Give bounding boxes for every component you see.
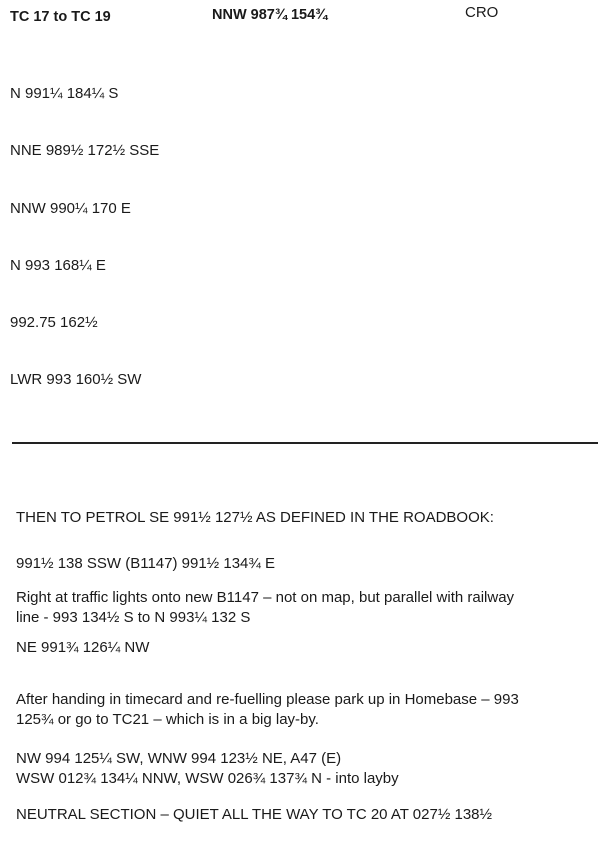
route-step-1: N 991¼ 184¼ S xyxy=(10,85,119,102)
route-step-5: 992.75 162½ xyxy=(10,314,98,331)
petrol-step-3: NE 991¾ 126¼ NW xyxy=(16,639,150,656)
parking-note xyxy=(16,690,596,730)
petrol-step-2-line-1: Right at traffic lights onto new B1147 – not on map, but parallel with railway xyxy=(16,589,515,606)
parking-note-line-1: After handing in timecard and re-fuelling please park up in Homebase – 993 xyxy=(16,691,519,708)
route-step-4: N 993 168¼ E xyxy=(10,257,106,274)
petrol-step-4 xyxy=(16,749,596,789)
parking-note-line-2: 125¾ or go to TC21 – which is in a big lay-by. xyxy=(16,711,319,728)
petrol-step-2 xyxy=(16,588,596,628)
petrol-heading: THEN TO PETROL SE 991½ 127½ AS DEFINED IN THE ROADBOOK: xyxy=(16,509,494,526)
route-step-2: NNE 989½ 172½ SSE xyxy=(10,142,160,159)
petrol-step-4-line-1: NW 994 125¼ SW, WNW 994 123½ NE, A47 (E) xyxy=(16,750,342,767)
petrol-step-2-line-2: line - 993 134½ S to N 993¼ 132 S xyxy=(16,609,251,626)
route-step-6: LWR 993 160½ SW xyxy=(10,371,142,388)
neutral-section: NEUTRAL SECTION – QUIET ALL THE WAY TO TC 20 AT 027½ 138½ xyxy=(16,806,493,823)
control-code: CRO xyxy=(465,4,499,21)
start-reference: NNW 987¾ 154¾ xyxy=(212,7,328,23)
petrol-step-4-line-2: WSW 012¾ 134¼ NNW, WSW 026¾ 137¾ N - into layby xyxy=(16,770,399,787)
section-title: TC 17 to TC 19 xyxy=(10,9,111,25)
section-divider xyxy=(12,442,598,444)
route-step-3: NNW 990¼ 170 E xyxy=(10,200,131,217)
petrol-step-1: 991½ 138 SSW (B1147) 991½ 134¾ E xyxy=(16,555,276,572)
